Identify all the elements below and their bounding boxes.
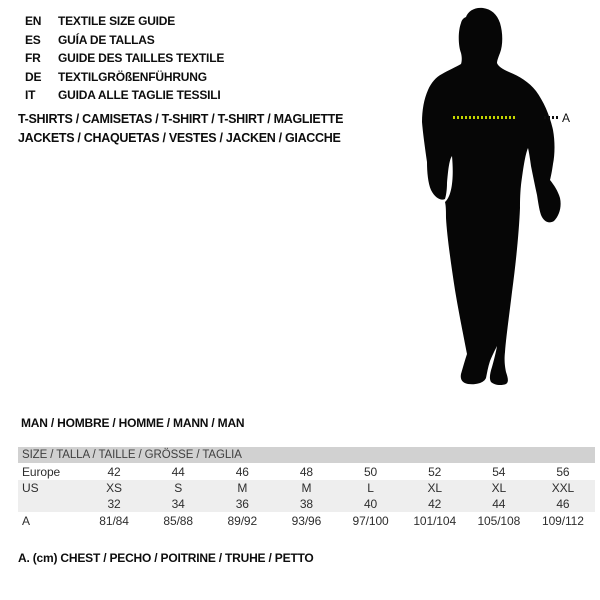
language-code: DE [25, 69, 42, 84]
table-cell: XL [491, 481, 507, 495]
language-label: GUIDA ALLE TAGLIE TESSILI [58, 88, 221, 103]
table-cell: 109/112 [542, 514, 584, 528]
garment-line-jackets: JACKETS / CHAQUETAS / VESTES / JACKEN / GIACCHE [18, 130, 341, 145]
language-code: EN [25, 14, 42, 28]
language-label: TEXTILE SIZE GUIDE [58, 14, 176, 28]
table-cell: XL [427, 481, 442, 495]
section-title: MAN / HOMBRE / HOMME / MANN / MAN [21, 416, 245, 430]
language-label: TEXTILGRÖßENFÜHRUNG [58, 69, 207, 84]
language-label: GUÍA DE TALLAS [58, 32, 155, 47]
row-label: Europe [22, 464, 61, 479]
table-cell: 105/108 [477, 514, 521, 528]
table-cell: M [237, 481, 248, 495]
table-cell: XXL [551, 481, 575, 495]
table-cell: 40 [363, 497, 378, 511]
table-row-europe [18, 463, 595, 480]
table-cell: 89/92 [227, 514, 258, 528]
language-code: FR [25, 51, 41, 66]
table-cell: 46 [556, 497, 570, 511]
table-cell: 56 [556, 464, 570, 479]
garment-line-tshirts: T-SHIRTS / CAMISETAS / T-SHIRT / T-SHIRT / MAGLIETTE [18, 112, 344, 126]
table-cell: 85/88 [163, 514, 193, 528]
chest-measure-dashes [453, 116, 517, 119]
chest-measure-leader-dashes [544, 116, 558, 119]
table-cell: 93/96 [291, 514, 322, 528]
table-cell: 101/104 [413, 514, 457, 528]
table-cell: 52 [428, 464, 442, 479]
table-cell: 42 [107, 464, 121, 479]
table-cell: 54 [492, 464, 506, 479]
table-cell: M [301, 481, 312, 495]
table-cell: S [174, 481, 183, 495]
table-row-chest [18, 512, 595, 530]
language-code: ES [25, 32, 41, 47]
table-cell: 42 [428, 497, 442, 511]
table-cell: 36 [235, 497, 249, 511]
size-table-header: SIZE / TALLA / TAILLE / GRÖSSE / TAGLIA [18, 447, 595, 463]
table-cell: L [367, 481, 374, 495]
table-cell: 44 [492, 497, 506, 511]
table-row-us-block [18, 480, 595, 512]
language-code: IT [25, 88, 36, 103]
size-table [18, 447, 595, 530]
table-cell: XS [106, 481, 122, 495]
table-cell: 50 [363, 464, 378, 479]
table-cell: 44 [171, 464, 185, 479]
table-cell: 34 [171, 497, 185, 511]
table-row-us-numbers [18, 496, 595, 512]
table-cell: 48 [299, 464, 314, 479]
table-cell: 32 [107, 497, 121, 511]
row-label: A [22, 514, 30, 528]
table-cell: 38 [299, 497, 314, 511]
chest-measure-label: A [562, 111, 571, 125]
language-label: GUIDE DES TAILLES TEXTILE [58, 51, 225, 66]
table-cell: 81/84 [99, 514, 129, 528]
measure-footnote: A. (cm) CHEST / PECHO / POITRINE / TRUHE / PETTO [18, 551, 314, 565]
table-cell: 97/100 [352, 514, 389, 528]
row-label: US [22, 481, 39, 495]
table-row-us-letters [18, 480, 595, 496]
table-cell: 46 [235, 464, 249, 479]
